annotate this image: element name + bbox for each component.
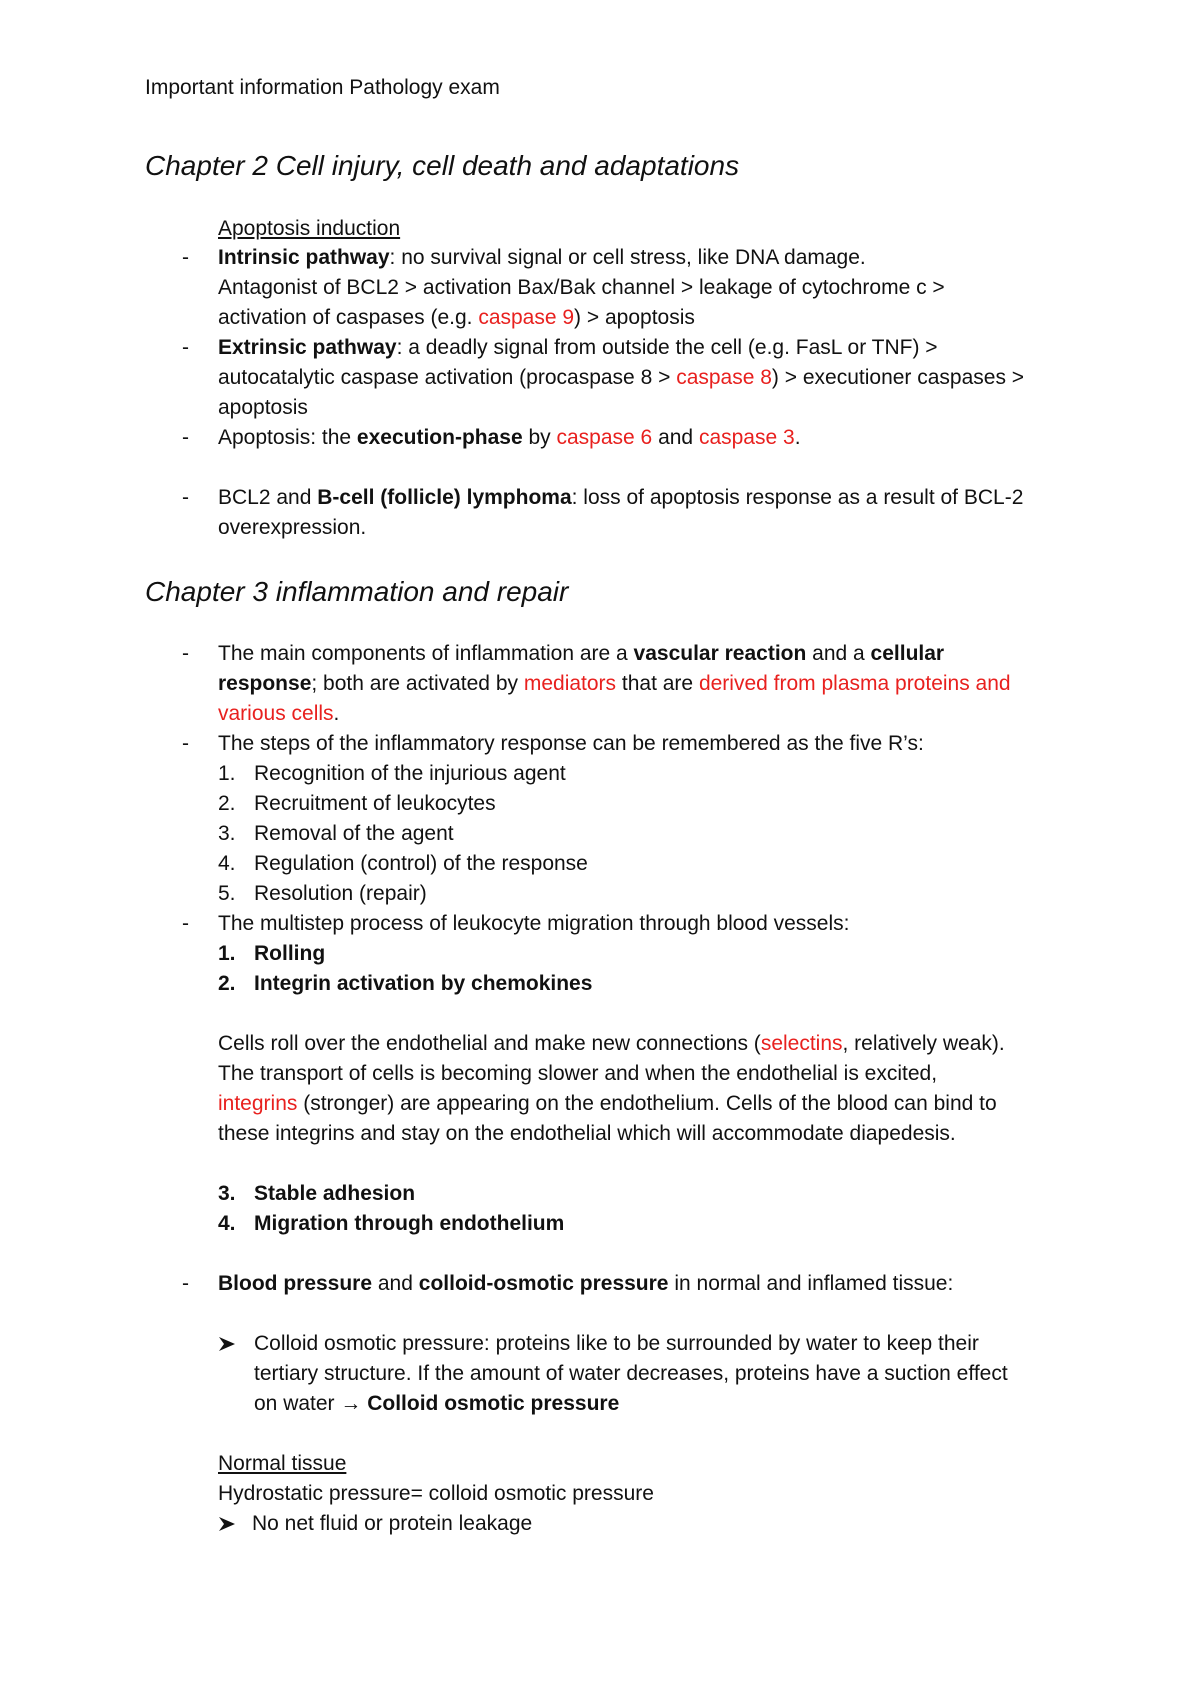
components-a: The main components of inflammation are a [218, 642, 634, 665]
step-text: Resolution (repair) [254, 882, 427, 905]
step-text: Regulation (control) of the response [254, 852, 588, 875]
migration-step-text: Migration through endothelium [254, 1212, 565, 1235]
bullet-dash: - [182, 486, 189, 509]
cellular-term: cellular [870, 642, 945, 665]
bullet-dash: - [182, 246, 189, 269]
components-line-2 [218, 670, 1011, 698]
bullet-dash: - [182, 732, 189, 755]
migration-step-number: 3. [218, 1182, 236, 1205]
extrinsic-pathway-item [218, 334, 938, 362]
bcl2-item [218, 484, 1023, 512]
colloid-line-3 [254, 1390, 619, 1418]
colloid-line-1: Colloid osmotic pressure: proteins like to be surrounded by water to keep their [254, 1332, 979, 1355]
right-arrow-icon: → [340, 1392, 362, 1415]
step-number: 3. [218, 822, 236, 845]
bcl2-line-1: : loss of apoptosis response as a result of BCL-2 [571, 486, 1024, 509]
components-f: . [333, 702, 340, 725]
migration-step-text: Rolling [254, 942, 326, 965]
bcl2-a: BCL2 and [218, 486, 318, 509]
pressure-item [218, 1270, 953, 1298]
various-cells-highlight: various cells [218, 702, 334, 725]
pressure-c: in normal and inflamed tissue: [668, 1272, 954, 1295]
paragraph-line-4: these integrins and stay on the endothelial which will accommodate diapedesis. [218, 1122, 956, 1145]
bullet-dash: - [182, 336, 189, 359]
extrinsic-pathway-term: Extrinsic pathway [218, 336, 397, 359]
colloid-osmotic-pressure-term: colloid-osmotic pressure [418, 1272, 669, 1295]
caspase-9-highlight: caspase 9 [478, 306, 575, 329]
migration-step-text: Integrin activation by chemokines [254, 972, 593, 995]
b-cell-lymphoma-term: B-cell (follicle) lymphoma [317, 486, 572, 509]
components-e: that are [616, 672, 699, 695]
step-text: Recruitment of leukocytes [254, 792, 496, 815]
execution-phase-item [218, 424, 801, 452]
components-c: and a [806, 642, 871, 665]
execution-d: . [794, 426, 801, 449]
step-text: Recognition of the injurious agent [254, 762, 566, 785]
execution-a: Apoptosis: the [218, 426, 357, 449]
vascular-reaction-term: vascular reaction [633, 642, 807, 665]
migration-step-number: 1. [218, 942, 236, 965]
paragraph-line-3 [218, 1090, 997, 1118]
step-number: 1. [218, 762, 236, 785]
components-d: ; both are activated by [311, 672, 524, 695]
colloid-l3a: on water [254, 1392, 341, 1415]
steps-intro: The steps of the inflammatory response can be remembered as the five R’s: [218, 732, 924, 755]
paragraph-l1b: , relatively weak). [842, 1032, 1005, 1055]
response-term: response [218, 672, 312, 695]
intrinsic-line-3-b: ) > apoptosis [574, 306, 695, 329]
extrinsic-line-1: : a deadly signal from outside the cell (e.g. FasL or TNF) > [396, 336, 938, 359]
bullet-dash: - [182, 642, 189, 665]
step-text: Removal of the agent [254, 822, 454, 845]
paragraph-l1a: Cells roll over the endothelial and make new connections ( [218, 1032, 761, 1055]
arrowhead-bullet-icon [216, 1330, 238, 1358]
intrinsic-line-2: Antagonist of BCL2 > activation Bax/Bak channel > leakage of cytochrome c > [218, 276, 945, 299]
bullet-dash: - [182, 912, 189, 935]
migration-step-text: Stable adhesion [254, 1182, 416, 1205]
arrowhead-bullet-icon [216, 1510, 238, 1538]
colloid-l3b: Colloid osmotic pressure [361, 1392, 620, 1415]
normal-tissue-line: Hydrostatic pressure= colloid osmotic pressure [218, 1482, 654, 1505]
paragraph-l3b: (stronger) are appearing on the endothelium. Cells of the blood can bind to [297, 1092, 997, 1115]
step-number: 4. [218, 852, 236, 875]
caspase-3-highlight: caspase 3 [698, 426, 795, 449]
intrinsic-pathway-item [218, 244, 866, 272]
caspase-6-highlight: caspase 6 [556, 426, 653, 449]
migration-step-number: 4. [218, 1212, 236, 1235]
bcl2-line-2: overexpression. [218, 516, 367, 539]
paragraph-line-1 [218, 1030, 1005, 1058]
execution-c: and [652, 426, 699, 449]
apoptosis-induction-subheading: Apoptosis induction [218, 217, 401, 240]
blood-pressure-term: Blood pressure [218, 1272, 373, 1295]
intrinsic-line-3 [218, 304, 695, 332]
mediators-highlight: mediators [523, 672, 617, 695]
step-number: 2. [218, 792, 236, 815]
components-line-1 [218, 640, 944, 668]
colloid-line-2: tertiary structure. If the amount of water decreases, proteins have a suction effect [254, 1362, 1008, 1385]
chapter-3-title: Chapter 3 inflammation and repair [145, 576, 569, 607]
chapter-2-title: Chapter 2 Cell injury, cell death and adaptations [145, 150, 740, 181]
extrinsic-line-2 [218, 364, 1024, 392]
bullet-dash: - [182, 1272, 189, 1295]
caspase-8-highlight: caspase 8 [676, 366, 772, 389]
migration-intro: The multistep process of leukocyte migration through blood vessels: [218, 912, 850, 935]
components-line-3 [218, 700, 339, 728]
pressure-a: and [372, 1272, 419, 1295]
intrinsic-line-1: : no survival signal or cell stress, like DNA damage. [389, 246, 866, 269]
migration-step-number: 2. [218, 972, 236, 995]
selectins-highlight: selectins [760, 1032, 843, 1055]
paragraph-line-2: The transport of cells is becoming slower and when the endothelial is excited, [218, 1062, 938, 1085]
plasma-proteins-highlight: derived from plasma proteins and [698, 672, 1011, 695]
execution-b: by [522, 426, 557, 449]
integrins-highlight: integrins [218, 1092, 298, 1115]
extrinsic-line-2-b: ) > executioner caspases > [771, 366, 1025, 389]
step-number: 5. [218, 882, 236, 905]
intrinsic-pathway-term: Intrinsic pathway [218, 246, 390, 269]
execution-phase-term: execution-phase [356, 426, 523, 449]
extrinsic-line-3: apoptosis [218, 396, 308, 419]
intrinsic-line-3-a: activation of caspases (e.g. [218, 306, 479, 329]
extrinsic-line-2-a: autocatalytic caspase activation (procaspase 8 > [218, 366, 677, 389]
normal-tissue-bullet: No net fluid or protein leakage [252, 1512, 533, 1535]
document-header: Important information Pathology exam [145, 76, 500, 99]
bullet-dash: - [182, 426, 189, 449]
normal-tissue-heading: Normal tissue [218, 1452, 347, 1475]
